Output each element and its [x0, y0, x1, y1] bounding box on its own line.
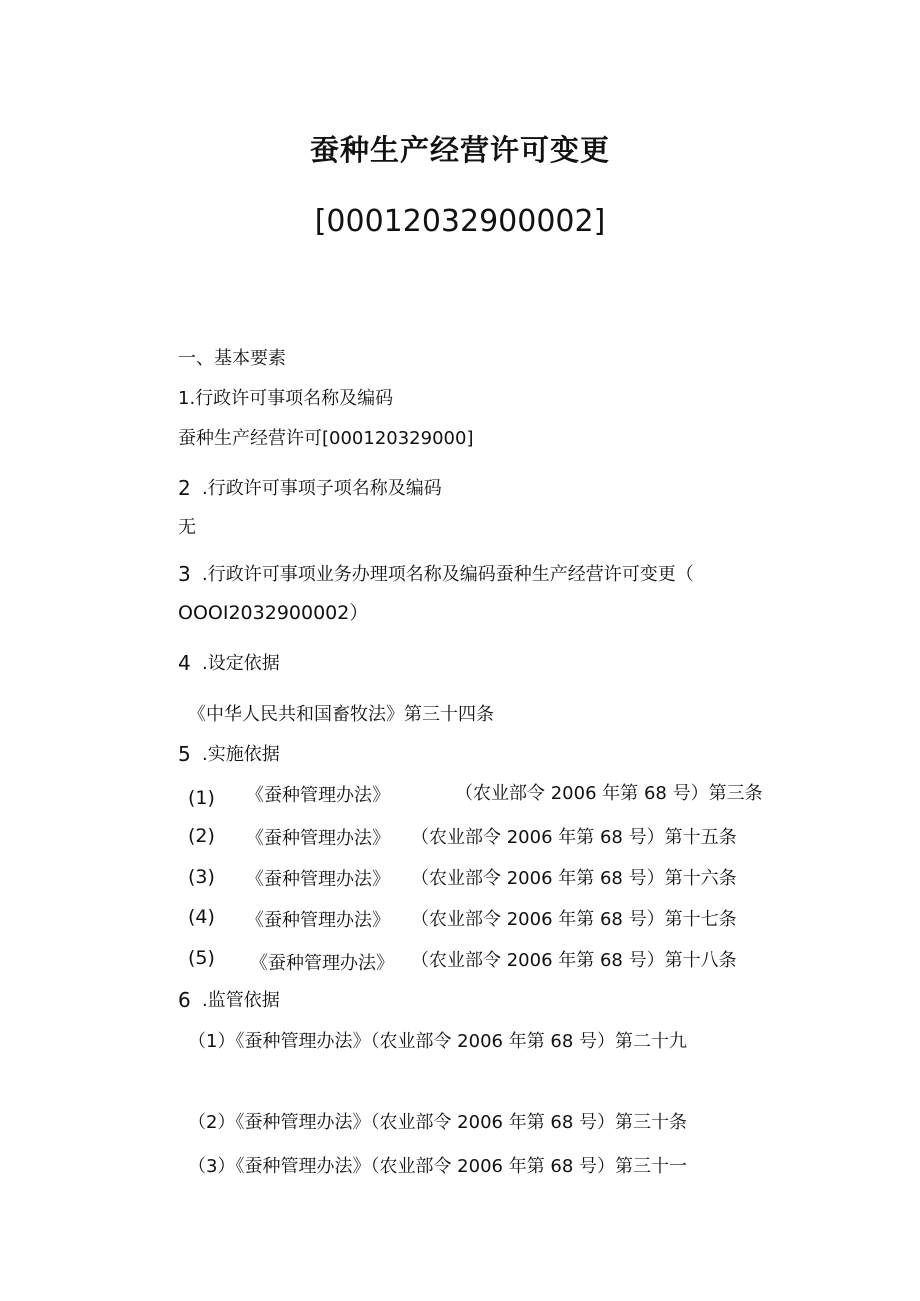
entry-ref: （农业部令 2006 年第 68 号）第十五条 [411, 827, 737, 848]
entry-marker: (3) [188, 866, 215, 888]
item6-entry: （3）《蚕种管理办法》（农业部令 2006 年第 68 号）第三十一 [188, 1156, 688, 1177]
entry-law: 《蚕种管理办法》 [246, 785, 390, 806]
item6-number: 6 [178, 988, 191, 1012]
entry-law: 《蚕种管理办法》 [246, 869, 390, 890]
page-title: 蚕种生产经营许可变更 [309, 133, 610, 167]
item5-number: 5 [178, 742, 191, 766]
entry-ref: （农业部令 2006 年第 68 号）第三条 [455, 783, 763, 804]
entry-marker: (2) [188, 825, 215, 847]
entry-marker: (1) [188, 787, 215, 809]
item-code: [00012032900002] [314, 204, 606, 239]
item3-label: .行政许可事项业务办理项名称及编码蚕种生产经营许可变更（ [202, 564, 694, 585]
item3-number: 3 [178, 562, 191, 586]
item1-value: 蚕种生产经营许可[000120329000] [178, 428, 474, 449]
entry-ref: （农业部令 2006 年第 68 号）第十七条 [411, 909, 737, 930]
entry-law: 《蚕种管理办法》 [246, 910, 390, 931]
item6-entry: （1）《蚕种管理办法》（农业部令 2006 年第 68 号）第二十九 [188, 1031, 688, 1052]
item2-label: .行政许可事项子项名称及编码 [202, 478, 442, 499]
item6-entry: （2）《蚕种管理办法》（农业部令 2006 年第 68 号）第三十条 [188, 1112, 688, 1133]
entry-law: 《蚕种管理办法》 [246, 828, 390, 849]
item2-value: 无 [178, 517, 196, 538]
item1-label: 1.行政许可事项名称及编码 [178, 388, 394, 409]
item4-value: 《中华人民共和国畜牧法》第三十四条 [188, 704, 494, 725]
item2-number: 2 [178, 476, 191, 500]
item6-label: .监管依据 [202, 990, 280, 1011]
entry-ref: （农业部令 2006 年第 68 号）第十六条 [411, 868, 737, 889]
item4-number: 4 [178, 651, 191, 675]
section-heading: 一、基本要素 [178, 348, 286, 369]
entry-ref: （农业部令 2006 年第 68 号）第十八条 [411, 950, 737, 971]
entry-marker: (5) [188, 947, 215, 969]
entry-law: 《蚕种管理办法》 [250, 953, 394, 974]
item4-label: .设定依据 [202, 653, 280, 674]
entry-marker: (4) [188, 906, 215, 928]
item5-label: .实施依据 [202, 744, 280, 765]
item3-value: OOOI2032900002） [178, 602, 369, 624]
